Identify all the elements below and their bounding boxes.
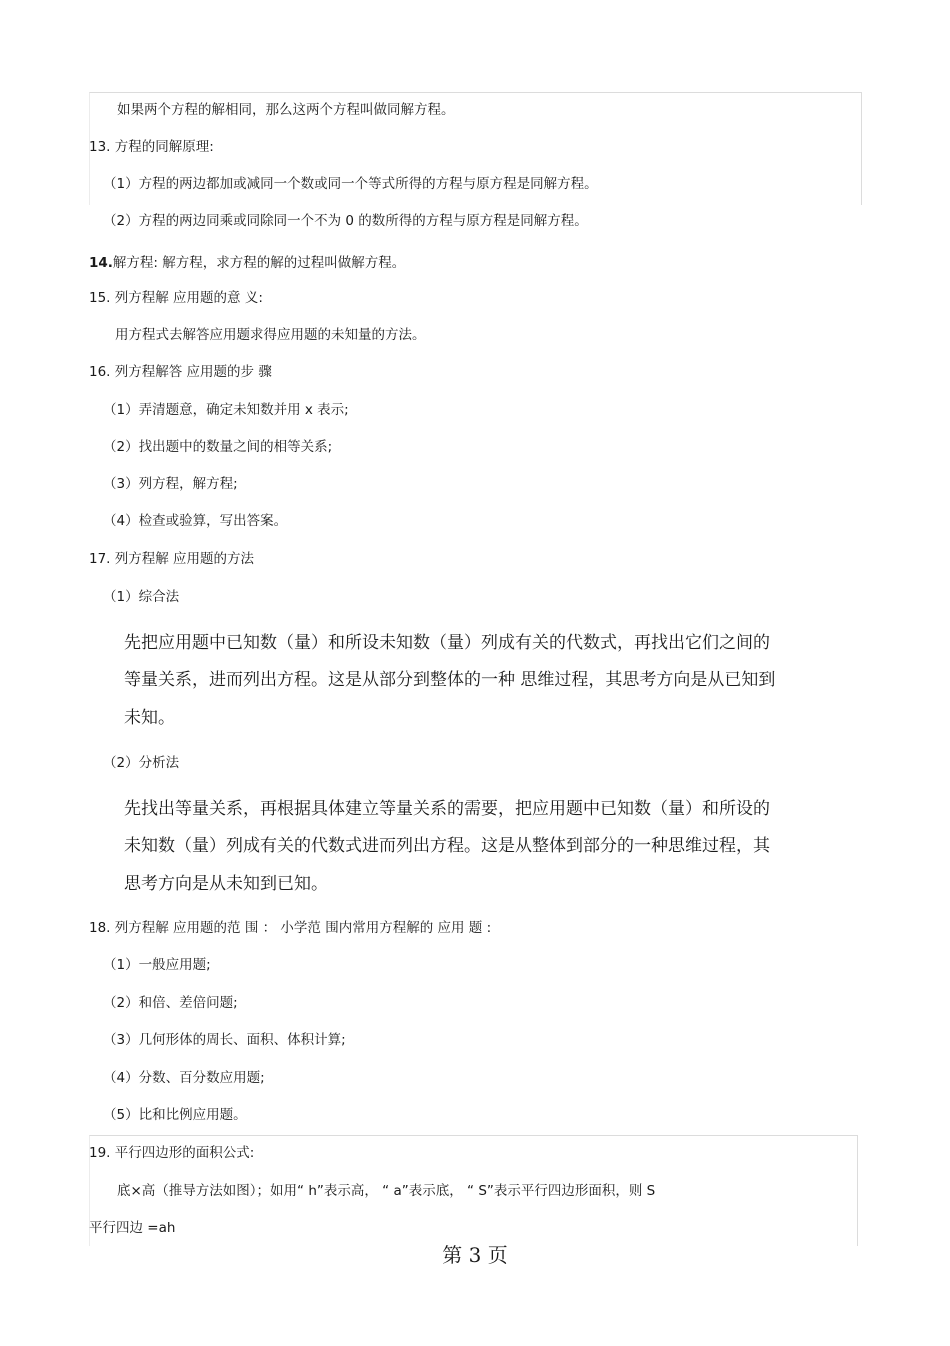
text-line: （4）分数、百分数应用题; [103, 1070, 265, 1086]
paragraph-line: 未知数（量）列成有关的代数式进而列出方程。这是从整体到部分的一种思维过程，其 [124, 836, 770, 856]
text-line: （1）弄清题意，确定未知数并用 x 表示; [103, 402, 349, 418]
page-number: 第 3 页 [442, 1243, 508, 1267]
paragraph-line: 先把应用题中已知数（量）和所设未知数（量）列成有关的代数式，再找出它们之间的 [124, 633, 770, 653]
text-line: （1）方程的两边都加或减同一个数或同一个等式所得的方程与原方程是同解方程。 [103, 176, 598, 192]
text-line: （1）综合法 [103, 589, 180, 605]
text-line: 底×高（推导方法如图）；如用“ h”表示高， “ a”表示底， “ S”表示平行四边形面积，则 S [117, 1183, 656, 1199]
paragraph-line: 等量关系，进而列出方程。这是从部分到整体的一种 思维过程，其思考方向是从已知到 [124, 670, 776, 690]
heading-14-number: 14. [89, 255, 113, 271]
text-line: （2）和倍、差倍问题; [103, 995, 238, 1011]
paragraph-line: 未知。 [124, 708, 175, 728]
heading-15: 15. 列方程解 应用题的意 义: [89, 290, 263, 306]
heading-14-text: 解方程: 解方程，求方程的解的过程叫做解方程。 [112, 255, 406, 271]
heading-16: 16. 列方程解答 应用题的步 骤 [89, 364, 272, 380]
heading-19: 19. 平行四边形的面积公式: [89, 1145, 255, 1161]
text-line: （3）列方程，解方程; [103, 476, 238, 492]
heading-13: 13. 方程的同解原理: [89, 139, 214, 155]
text-line: 平行四边 =ah [89, 1220, 176, 1236]
text-line: （2）找出题中的数量之间的相等关系; [103, 439, 333, 455]
text-line: （2）分析法 [103, 755, 180, 771]
text-line: 用方程式去解答应用题求得应用题的未知量的方法。 [115, 327, 426, 343]
paragraph-line: 先找出等量关系，再根据具体建立等量关系的需要，把应用题中已知数（量）和所设的 [124, 799, 770, 819]
text-line: （4）检查或验算，写出答案。 [103, 513, 288, 529]
text-line: （2）方程的两边同乘或同除同一个不为 0 的数所得的方程与原方程是同解方程。 [103, 213, 588, 229]
text-line: （3）几何形体的周长、面积、体积计算; [103, 1032, 346, 1048]
heading-18: 18. 列方程解 应用题的范 围 ： 小学范 围内常用方程解的 应用 题 : [89, 920, 492, 936]
text-line: 如果两个方程的解相同，那么这两个方程叫做同解方程。 [117, 102, 455, 118]
text-line: （1）一般应用题; [103, 957, 211, 973]
heading-14 [89, 254, 405, 272]
paragraph-line: 思考方向是从未知到已知。 [124, 874, 328, 894]
heading-17: 17. 列方程解 应用题的方法 [89, 551, 255, 567]
text-line: （5）比和比例应用题。 [103, 1107, 247, 1123]
